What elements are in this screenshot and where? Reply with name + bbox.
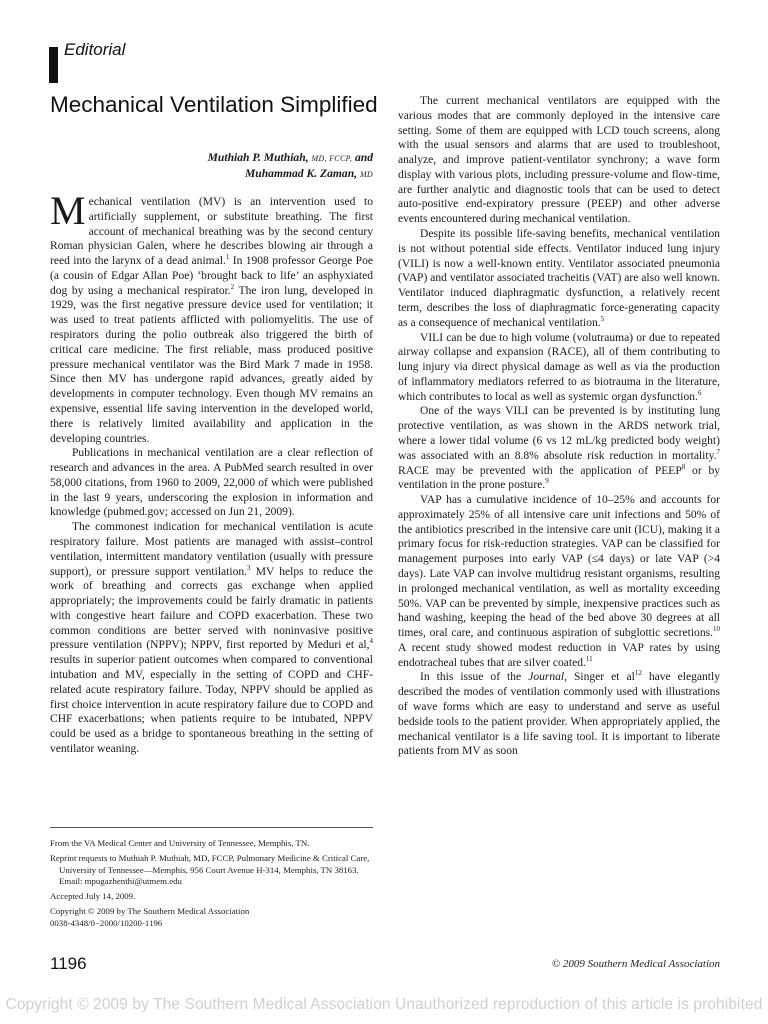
article-title: Mechanical Ventilation Simplified xyxy=(50,92,378,117)
author-1-line xyxy=(50,150,373,166)
citation-ref[interactable]: 2 xyxy=(230,282,235,291)
paragraph-3-text-c: results in superior patient outcomes when compared to conventional intubation and MV, especially in the setting of COPD and CHF-related acute respiratory failure. Today, NPPV should be applied as first choice intervention in acute respiratory failure due to COPD and CHF exacerbations; when patients require to be intubated, NPPV could be used as a bridge to spontaneous breathing in the setting of ventilator weaning. xyxy=(50,654,373,755)
paragraph-7-text-b: RACE may be prevented with the application of PEEP xyxy=(398,464,682,477)
author-2-line xyxy=(50,166,373,182)
body-column-right xyxy=(398,94,720,944)
paragraph-9-text-c: have elegantly described the modes of ventilation commonly used with illustrations of wave forms which are easy to understand and serve as useful bedside tools to the patient provider. When appropriately applied, the mechanical ventilator is a life saving tool. It is important to liberate patients from MV as soon xyxy=(398,671,720,758)
citation-ref[interactable]: 9 xyxy=(545,477,549,486)
paragraph-3 xyxy=(50,520,373,757)
citation-ref[interactable]: 8 xyxy=(681,462,686,471)
citation-ref[interactable]: 10 xyxy=(713,625,720,634)
paragraph-8-text-b: A recent study showed modest reduction in VAP rates by using endotracheal tubes that are silver coated. xyxy=(398,641,720,669)
paragraph-9-text-b: , Singer et al xyxy=(564,671,635,684)
journal-name: Journal xyxy=(528,671,565,684)
citation-ref[interactable]: 4 xyxy=(369,637,373,646)
section-bar xyxy=(49,47,58,83)
drop-cap: M xyxy=(50,195,86,233)
affiliation-note: From the VA Medical Center and University of Tennessee, Memphis, TN. xyxy=(50,838,310,848)
publisher-footer: © 2009 Southern Medical Association xyxy=(551,958,720,970)
paragraph-1 xyxy=(50,195,373,446)
citation-ref[interactable]: 7 xyxy=(716,447,720,456)
paragraph-6 xyxy=(398,331,720,405)
footnotes xyxy=(50,838,375,929)
paragraph-7-text-a: One of the ways VILI can be prevented is by instituting lung protective ventilation, as was shown in the ARDS network trial, where a lower tidal volume (6 vs 12 mL/kg predicted body weight) was associated with an 8.8% absolute risk reduction in mortality. xyxy=(398,405,720,462)
paragraph-8 xyxy=(398,493,720,670)
citation-ref[interactable]: 1 xyxy=(225,253,230,262)
author-conjunction: and xyxy=(354,151,373,164)
paragraph-7 xyxy=(398,404,720,493)
author-1-degrees: MD, FCCP, xyxy=(311,154,353,163)
citation-ref[interactable]: 3 xyxy=(247,563,251,572)
paragraph-7-text-c: or by ventilation in the prone posture. xyxy=(398,464,720,492)
author-2-degrees: MD xyxy=(359,170,373,179)
author-2-name: Muhammad K. Zaman, xyxy=(244,167,358,180)
author-1-name: Muthiah P. Muthiah, xyxy=(207,151,309,164)
reprint-note: Reprint requests to Muthiah P. Muthiah, MD, FCCP, Pulmonary Medicine & Critical Care, University of Tennessee—Memphis, 956 Court Avenue H-314, Memphis, TN 38163. Email: mpugazhenthi@utmem.edu xyxy=(50,853,370,886)
paragraph-8-text-a: VAP has a cumulative incidence of 10–25% and accounts for approximately 25% of all intensive care unit infections and 50% of the antibiotics prescribed in the intensive care unit (ICU), making it a primary focus for risk-reduction strategies. VAP can be classified for management purposes into early VAP (≤4 days) or late VAP (>4 days). Late VAP can involve multidrug resistant organisms, resulting in prolonged mechanical ventilation, as well as mortality exceeding 50%. VAP can be prevented by simple, inexpensive practices such as hand washing, keeping the head of the bed above 30 degrees at all times, oral care, and continuous aspiration of subglottic secretions. xyxy=(398,494,720,640)
paragraph-2: Publications in mechanical ventilation are a clear reflection of research and advances in the area. A PubMed search resulted in over 58,000 citations, from 1960 to 2009, 22,000 of which were published in the last 9 years, underscoring the explosion in information and knowledge (pubmed.gov; accessed on Jun 21, 2009). xyxy=(50,447,373,519)
copyright-watermark: Copyright © 2009 by The Southern Medical Association Unauthorized reproduction of this article is prohibited xyxy=(5,996,763,1013)
section-label: Editorial xyxy=(64,40,126,59)
author-line xyxy=(50,150,373,182)
citation-ref[interactable]: 11 xyxy=(585,654,593,663)
paragraph-3-text-a: The commonest indication for mechanical ventilation is acute respiratory failure. Most patients are managed with assist–control ventilation, intermittent mandatory ventilation (usually with pressure support), or pressure support ventilation. xyxy=(50,521,373,578)
accepted-note: Accepted July 14, 2009. xyxy=(50,891,136,902)
citation-ref[interactable]: 12 xyxy=(634,669,642,678)
footnote-divider xyxy=(50,827,373,828)
paragraph-6-text: VILI can be due to high volume (volutrauma) or due to repeated airway collapse and expansion (RACE), all of them contributing to lung injury via direct physical damage as well as via the production of inflammatory mediators referred to as biotrauma in the literature, which contributes to local as well as systemic organ dysfunction. xyxy=(398,331,720,403)
citation-ref[interactable]: 6 xyxy=(697,388,702,397)
paragraph-1-text-c: The iron lung, developed in 1929, was the first negative pressure device used for ventilation; it was used to treat patients afflicted with poliomyelitis. The use of respirators during the polio outbreak also triggered the birth of critical care medicine. The first reliable, mass produced positive pressure mechanical ventilator was the Bird Mark 7 made in 1958. Since then MV has undergone rapid advances, greatly aided by developments in computer technology. Even though MV remains an expensive, essential life saving intervention in the developed world, there is relatively limited availability and application in the developing countries. xyxy=(50,284,373,445)
article-code: 0038-4348/0−2000/10200-1196 xyxy=(50,917,163,928)
page-number: 1196 xyxy=(50,954,87,973)
body-column-left xyxy=(50,195,373,807)
paragraph-9-text-a: In this issue of the xyxy=(420,671,529,684)
paragraph-9 xyxy=(398,670,720,759)
paragraph-5 xyxy=(398,227,720,330)
paragraph-3-text-b: MV helps to reduce the work of breathing and corrects gas exchange when applied appropriately; the improvements could be fairly dramatic in patients with congestive heart failure and COPD exacerbation. These two common conditions are better served with noninvasive positive pressure ventilation (NPPV); NPPV, first reported by Meduri et al, xyxy=(50,565,373,652)
copyright-note: Copyright © 2009 by The Southern Medical Association xyxy=(50,906,250,917)
paragraph-1-text-a: echanical ventilation (MV) is an intervention used to artificially supplement, or substitute breathing. The first account of mechanical breathing was by the second century Roman physician Galen, where he describes blowing air through a reed into the larynx of a dead animal. xyxy=(50,196,373,268)
citation-ref[interactable]: 5 xyxy=(600,314,605,323)
paragraph-1-text-b: In 1908 professor George Poe (a cousin of Edgar Allan Poe) ‘brought back to life’ an asphyxiated dog by using a mechanical respirator. xyxy=(50,255,373,297)
paragraph-5-text: Despite its possible life-saving benefits, mechanical ventilation is not without potential side effects. Ventilator induced lung injury (VILI) is now a well-known entity. Ventilator associated pneumonia (VAP) and ventilator associated tracheitis (VAT) are also well known. Ventilator induced diaphragmatic dysfunction, a relatively recent term, describes the loss of diaphragmatic force-generating capacity as a consequence of mechanical ventilation. xyxy=(398,228,720,329)
paragraph-4: The current mechanical ventilators are equipped with the various modes that are commonly deployed in the intensive care setting. Some of them are equipped with LCD touch screens, along with the usual sensors and alarms that are used to troubleshoot, analyze, and improve patient-ventilator synchrony; a wave form display with various plots, including pressure-volume and flow-time, are further analytic and diagnostic tools that can be used to detect auto-positive end-expiratory pressure (PEEP) and other adverse events encountered during mechanical ventilation. xyxy=(398,95,720,226)
